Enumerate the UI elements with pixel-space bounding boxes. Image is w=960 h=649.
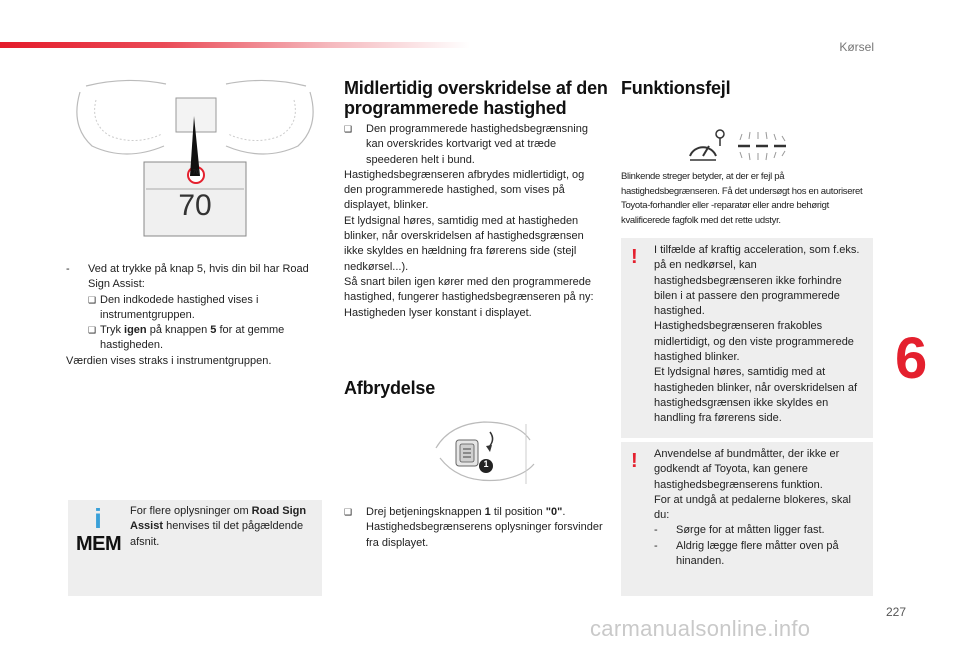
left-column [66,262,311,369]
heading-temporary-override: Midlertidig overskridelse af den programmerede hastighed [344,78,608,118]
malfunction-caption: Blinkende streger betyder, at der er fejl på hastighedsbegrænseren. Få det undersøgt hos en autoriseret Toyota-forhandler eller -reparatør eller andre behørigt kvalificerede fagfolk med det rette udstyr. [621,171,863,226]
page-number: 227 [885,605,906,619]
speed-limit-sign-value: 70 [192,170,200,176]
heading-malfunction: Funktionsfejl [621,78,731,98]
info-icon: i [94,503,102,534]
bullet-item: ❑ Tryk igen på knappen 5 for at gemme hastigheden. [88,324,285,352]
watermark: carmanualsonline.info [590,616,811,641]
dash-item: - Sørge for at måtten ligger fast. [654,524,825,537]
bullet-item: ❑ Den programmerede hastighedsbegrænsning kan overskrides kortvarigt ved at træde speederen helt i bund. [344,123,588,166]
bullet-item: ❑ Den indkodede hastighed vises i instrumentgruppen. [88,293,259,321]
mem-icon: MEM [76,533,122,555]
heading-deactivation: Afbrydelse [344,378,436,398]
speed-display-value: 70 [178,189,212,222]
paragraph: Værdien vises straks i instrumentgruppen. [66,354,272,367]
warning-text: I tilfælde af kraftig acceleration, som f.eks. på en nedkørsel, kan hastighedsbegrænseren ikke forhindre bilen i at passere den programmerede hastighed. Hastighedsbegrænseren frakobles midlertidigt, og den viste programmerede hastighed blinker. Et lydsignal høres, samtidig med at hastigheden blinker, når overskridelsen af hastighedsgrænsen ikke skyldes en handling fra førerens side. [654,244,860,425]
warning-box-floor-mats [621,442,873,596]
dash-item: - Ved at trykke på knap 5, hvis din bil har Road Sign Assist: [66,263,309,291]
info-text: For flere oplysninger om Road Sign Assist henvises til det pågældende afsnit. [130,505,307,548]
control-stalk-illustration [430,418,540,490]
warning-box-acceleration [621,238,873,438]
chapter-number: 6 [895,326,928,391]
warning-text: Anvendelse af bundmåtter, der ikke er godkendt af Toyota, kan genere hastighedsbegrænserens funktion. For at undgå at pedalerne blokeres, skal du: - Sørge for at måtten ligger fast. - Aldrig lægge flere måtter oven på hinanden. [654,447,868,569]
warning-icon: ! [631,246,638,268]
instrument-cluster-illustration [66,76,324,238]
bullet-item: ❑ Drej betjeningsknappen 1 til position "0". Hastighedsbegrænserens oplysninger forsvinder fra displayet. [344,506,603,549]
section-title: Kørsel [839,40,874,54]
header-accent-bar [0,42,470,48]
middle-column [344,122,602,321]
info-box [68,500,322,596]
paragraph: Så snart bilen igen kører med den programmerede hastighed, fungerer hastighedsbegrænseren på ny: Hastigheden lyser konstant i displayet. [344,275,594,319]
speedometer-dashes-icon [686,126,796,166]
dash-item: - Aldrig lægge flere måtter oven på hinanden. [654,539,839,568]
paragraph: Et lydsignal høres, samtidig med at hastigheden blinker, når overskridelsen af hastighedsgrænsen ikke skyldes en hældning fra førerens side (stejl nedkørsel...). [344,214,584,273]
callout-number: 1 [483,459,489,469]
paragraph: Hastighedsbegrænseren afbrydes midlertidigt, og den programmerede hastighed, som vises på displayet, blinker. [344,168,585,212]
warning-icon: ! [631,450,638,472]
